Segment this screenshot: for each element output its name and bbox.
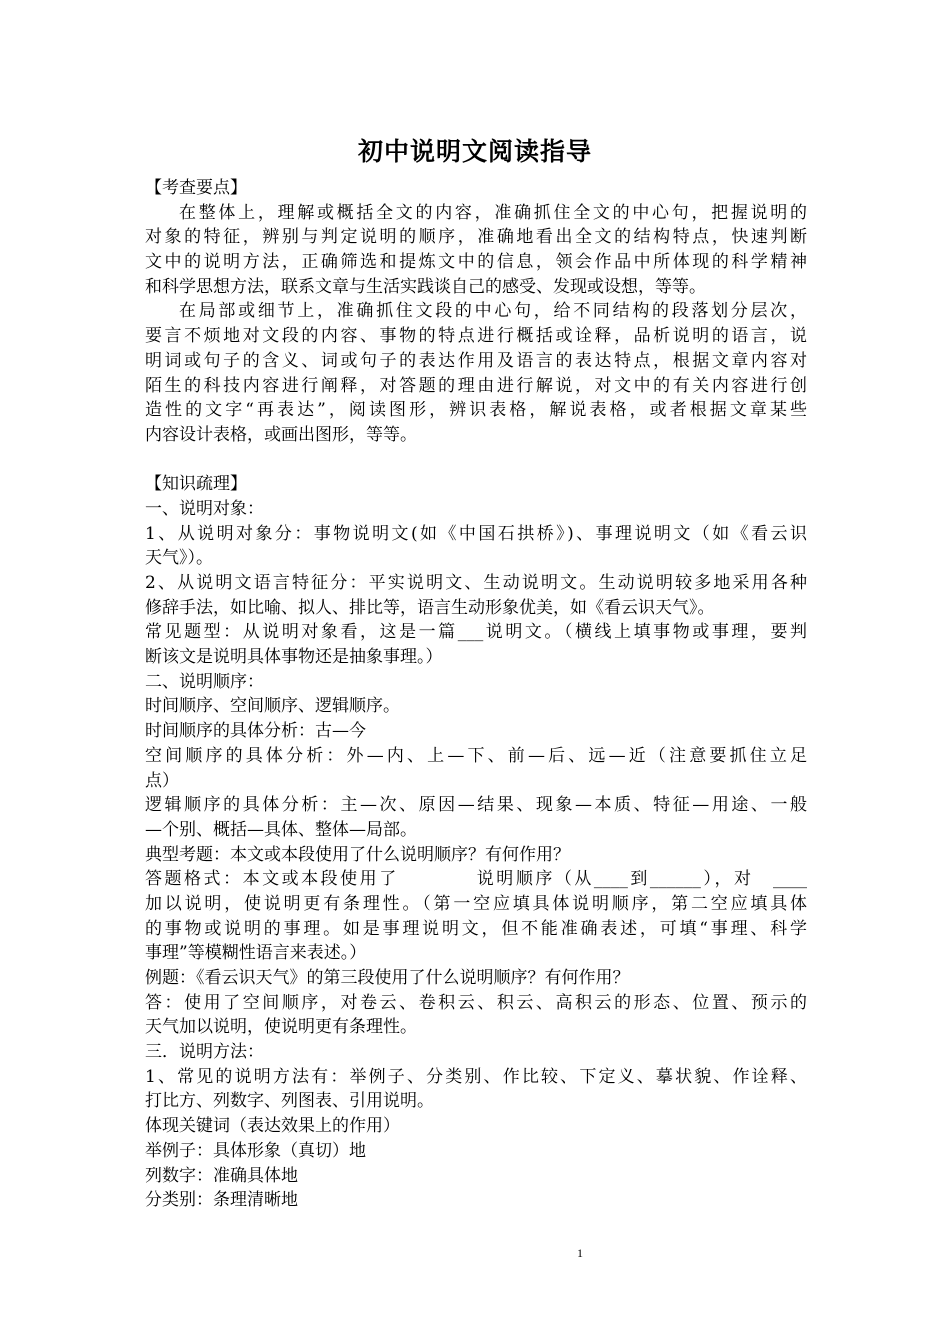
paragraph-line: 造性的文字“再表达”，阅读图形，辨识表格，解说表格，或者根据文章某些 <box>145 400 807 421</box>
paragraph-line: 常见题型：从说明对象看，这是一篇___说明文。（横线上填事物或事理，要判 <box>145 622 807 643</box>
paragraph-line: 在整体上，理解或概括全文的内容，准确抓住全文的中心句，把握说明的 <box>179 202 807 223</box>
blank-line <box>145 448 807 473</box>
paragraph-line: 的事物或说明的事理。如是事理说明文，但不能准确表述，可填“事理、科学 <box>145 918 807 939</box>
paragraph-line: 举例子：具体形象（真切）地 <box>145 1140 366 1161</box>
paragraph-line: 1、常见的说明方法有：举例子、分类别、作比较、下定义、摹状貌、作诠释、 <box>145 1066 807 1087</box>
paragraph-line: 事理”等模糊性语言来表述。） <box>145 943 367 964</box>
paragraph-line: 逻辑顺序的具体分析：主—次、原因—结果、现象—本质、特征—用途、一般 <box>145 795 807 816</box>
paragraph-line: 空间顺序的具体分析：外—内、上—下、前—后、远—近（注意要抓住立足 <box>145 745 807 766</box>
paragraph-line: —个别、概括—具体、整体—局部。 <box>145 819 417 840</box>
paragraph-line: 1、从说明对象分：事物说明文(如《中国石拱桥》)、事理说明文（如《看云识 <box>145 523 807 544</box>
paragraph-line: 和科学思想方法，联系文章与生活实践谈自己的感受、发现或设想，等等。 <box>145 276 706 297</box>
paragraph-line: 明词或句子的含义、词或句子的表达作用及语言的表达特点，根据文章内容对 <box>145 350 807 371</box>
paragraph-line: 2、从说明文语言特征分：平实说明文、生动说明文。生动说明较多地采用各种 <box>145 573 807 593</box>
paragraph-line: 修辞手法，如比喻、拟人、排比等，语言生动形象优美，如《看云识天气》。 <box>145 597 715 618</box>
subheading-order: 二、说明顺序： <box>145 671 264 692</box>
document-title: 初中说明文阅读指导 <box>357 137 592 166</box>
paragraph-line: 列数字：准确具体地 <box>145 1165 298 1186</box>
paragraph-line: 典型考题：本文或本段使用了什么说明顺序？有何作用？ <box>145 844 570 865</box>
page-number: 1 <box>577 1246 583 1260</box>
paragraph-line: 加以说明，使说明更有条理性。（第一空应填具体说明顺序，第二空应填具体 <box>145 893 807 914</box>
paragraph-line: 答：使用了空间顺序，对卷云、卷积云、积云、高积云的形态、位置、预示的 <box>145 992 807 1013</box>
paragraph-line: 天气》）。 <box>145 548 213 569</box>
paragraph-line: 文中的说明方法，正确筛选和提炼文中的信息，领会作品中所体现的科学精神 <box>145 252 807 273</box>
subheading-object: 一、说明对象： <box>145 498 264 519</box>
section-heading-knowledge: 【知识疏理】 <box>145 474 247 495</box>
paragraph-line: 打比方、列数字、列图表、引用说明。 <box>145 1091 434 1112</box>
paragraph-line: 分类别：条理清晰地 <box>145 1190 298 1211</box>
paragraph-line: 陌生的科技内容进行阐释，对答题的理由进行解说，对文中的有关内容进行创 <box>145 375 807 396</box>
paragraph-line: 点） <box>145 770 179 791</box>
paragraph-line: 例题：《看云识天气》的第三段使用了什么说明顺序？有何作用？ <box>145 968 630 988</box>
paragraph-line: 时间顺序、空间顺序、逻辑顺序。 <box>145 696 400 717</box>
paragraph-line: 体现关键词（表达效果上的作用） <box>145 1116 400 1137</box>
answer-format-line: 答题格式：本文或本段使用了 说明顺序（从____到______），对 ____ <box>145 869 807 890</box>
subheading-methods: 三．说明方法： <box>145 1042 264 1063</box>
section-heading-exam-points: 【考查要点】 <box>145 178 247 198</box>
paragraph-line: 对象的特征，辨别与判定说明的顺序，准确地看出全文的结构特点，快速判断 <box>145 227 807 248</box>
document-body <box>145 176 807 1213</box>
paragraph-line: 断该文是说明具体事物还是抽象事理。） <box>145 647 443 668</box>
paragraph-line: 在局部或细节上，准确抓住文段的中心句，给不同结构的段落划分层次， <box>179 301 807 322</box>
paragraph-line: 要言不烦地对文段的内容、事物的特点进行概括或诠释，品析说明的语言，说 <box>145 326 807 347</box>
paragraph-line: 天气加以说明，使说明更有条理性。 <box>145 1017 417 1038</box>
paragraph-line: 内容设计表格，或画出图形，等等。 <box>145 424 417 445</box>
paragraph-line: 时间顺序的具体分析：古—今 <box>145 721 366 742</box>
